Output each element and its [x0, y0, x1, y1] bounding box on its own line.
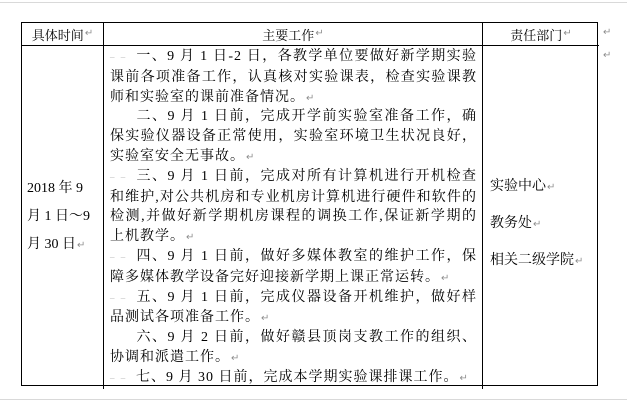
- time-range: 2018 年 9 月 1 日～9 月 30 日↵: [27, 181, 90, 253]
- paragraph-mark-icon: ↵: [441, 272, 451, 284]
- paragraph-mark-icon: ↵: [84, 28, 94, 39]
- paragraph-mark-icon: ↵: [306, 92, 316, 104]
- header-cell-department[interactable]: [483, 23, 599, 46]
- task-paragraph-2: 二、9 月 1 日前，完成开学前实验室准备工作，确保实验仪器设备正常使用，实验室环境卫生状况良好，实验室安全无事故。↵: [110, 109, 477, 164]
- paragraph-mark-icon: ↵: [459, 372, 469, 384]
- page-edge-top: [0, 2, 627, 3]
- paragraph-mark-icon: ↵: [186, 232, 196, 244]
- page-edge-bottom: [0, 399, 627, 400]
- tab-mark-icon: – –: [110, 292, 128, 303]
- header-label-time: 具体时间: [31, 27, 84, 43]
- paragraph-mark-icon: ↵: [533, 219, 542, 231]
- row-end-mark-icon: ↵: [603, 50, 612, 61]
- paragraph-mark-icon: ↵: [231, 352, 241, 364]
- tab-mark-icon: – –: [110, 171, 128, 182]
- header-label-main-work: 主要工作: [262, 27, 315, 43]
- header-cell-main-work[interactable]: [104, 23, 483, 46]
- paragraph-mark-icon: ↵: [575, 256, 584, 268]
- tab-mark-icon: – –: [110, 372, 128, 383]
- document-table: [21, 22, 598, 386]
- department-item: 相关二级学院↵: [490, 253, 584, 269]
- tab-mark-icon: – –: [110, 251, 128, 262]
- header-cell-time[interactable]: [22, 23, 104, 46]
- tasks-cell[interactable]: [104, 46, 483, 389]
- department-item: 教务处↵: [490, 216, 542, 232]
- task-paragraph-5: – – 五、9 月 1 日前，完成仪器设备开机维护，做好样品测试各项准备工作。↵: [110, 289, 477, 326]
- task-paragraph-1: – – 一、9 月 1 日-2 日，各教学单位要做好新学期实验课前各项准备工作，认真核对实验课表，检查实验课教师和实验室的课前准备情况。↵: [110, 49, 477, 105]
- time-cell[interactable]: [22, 46, 104, 389]
- task-paragraph-7: – – 七、9 月 30 日前，完成本学期实验课排课工作。↵: [110, 368, 477, 389]
- task-paragraph-4: – – 四、9 月 1 日前，做好多媒体教室的维护工作，保障多媒体教学设备完好迎接新学期上课正常运转。↵: [110, 248, 477, 285]
- paragraph-mark-icon: ↵: [77, 240, 86, 252]
- tab-mark-icon: – –: [110, 52, 128, 62]
- row-end-mark-icon: ↵: [603, 27, 612, 38]
- task-paragraph-6: 六、9 月 2 日前，做好赣县顶岗支教工作的组织、协调和派遣工作。↵: [110, 330, 477, 365]
- paragraph-mark-icon: ↵: [261, 313, 271, 325]
- department-cell[interactable]: [483, 46, 599, 389]
- department-item: 实验中心↵: [490, 179, 556, 195]
- paragraph-mark-icon: ↵: [563, 28, 572, 39]
- paragraph-mark-icon: ↵: [246, 151, 256, 163]
- task-paragraph-3: – – 三、9 月 1 日前，完成对所有计算机进行开机检查和维护,对公共机房和专业机房计算机进行硬件和软件的检测,并做好新学期机房课程的调换工作,保证新学期的上机教学。↵: [110, 168, 477, 245]
- paragraph-mark-icon: ↵: [315, 28, 324, 39]
- header-label-department: 责任部门: [510, 27, 563, 43]
- paragraph-mark-icon: ↵: [547, 182, 556, 194]
